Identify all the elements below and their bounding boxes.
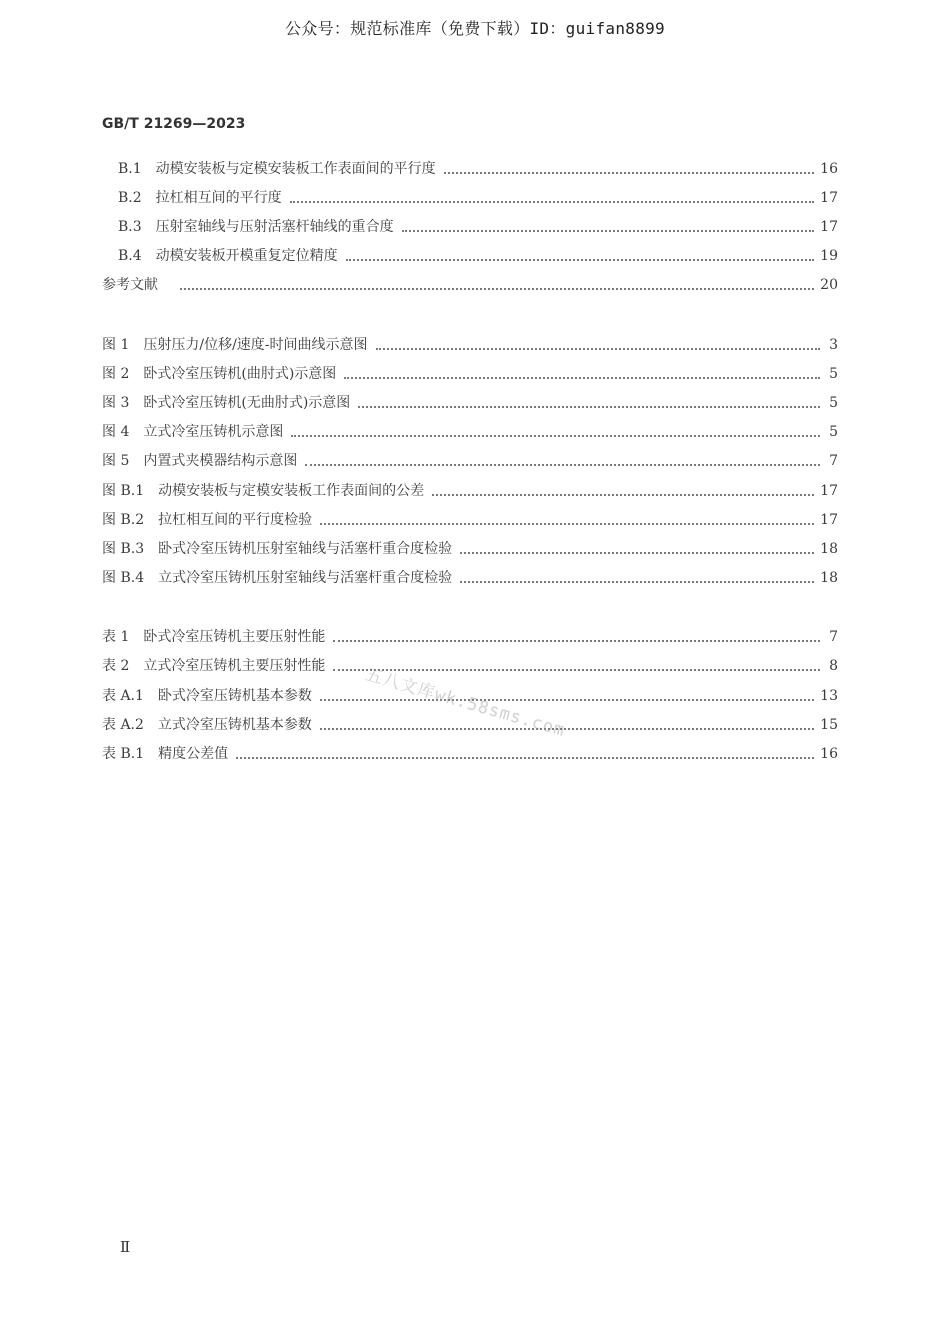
dot-leader [236, 757, 814, 759]
dot-leader [376, 348, 820, 350]
dot-leader [320, 699, 814, 701]
toc-entry[interactable] [118, 158, 838, 180]
toc-entry-title: 卧式冷室压铸机主要压射性能 [143, 629, 326, 645]
toc-entry-title: 压射室轴线与压射活塞杆轴线的重合度 [155, 219, 394, 235]
toc-entry-title: 卧式冷室压铸机压射室轴线与活塞杆重合度检验 [158, 541, 453, 557]
toc-entry-page: 7 [829, 629, 838, 645]
toc-entry-page: 17 [820, 219, 838, 235]
dot-leader [305, 464, 820, 466]
toc-entry-page: 5 [829, 395, 838, 411]
toc-figure-entry[interactable] [102, 392, 838, 414]
toc-entry-title: 立式冷室压铸机基本参数 [157, 717, 312, 733]
toc-entry-title: 动模安装板与定模安装板工作表面间的平行度 [155, 161, 436, 177]
toc-table-entry[interactable] [102, 714, 838, 736]
toc-entry-page: 13 [820, 688, 838, 704]
toc-entry-title: 压射压力/位移/速度-时间曲线示意图 [143, 337, 368, 353]
toc-entry-title: 卧式冷室压铸机(无曲肘式)示意图 [143, 395, 351, 411]
dot-leader [346, 259, 815, 261]
toc-figure-entry[interactable] [102, 363, 838, 385]
toc-figure-entry[interactable] [102, 480, 838, 502]
dot-leader [333, 640, 820, 642]
toc-entry-number: 图 B.1 [102, 483, 145, 499]
toc-entry-page: 5 [829, 366, 838, 382]
dot-leader [291, 435, 820, 437]
toc-entry-title: 拉杠相互间的平行度检验 [158, 512, 313, 528]
toc-entry-number: 图 5 [102, 453, 130, 469]
toc-entry-number: 表 B.1 [102, 746, 145, 762]
toc-entry-title: 立式冷室压铸机压射室轴线与活塞杆重合度检验 [158, 570, 453, 586]
toc-entry-page: 18 [820, 570, 838, 586]
dot-leader [402, 230, 815, 232]
toc-table-entry[interactable] [102, 743, 838, 765]
toc-entry[interactable] [118, 187, 838, 209]
toc-entry[interactable] [118, 216, 838, 238]
toc-entry-number: 图 B.2 [102, 512, 145, 528]
dot-leader [320, 523, 814, 525]
toc-entry-number: B.4 [118, 248, 142, 264]
toc-entry-page: 16 [820, 161, 838, 177]
toc-entry-page: 8 [829, 658, 838, 674]
toc-table-entry[interactable] [102, 626, 838, 648]
toc-entry-page: 15 [820, 717, 838, 733]
watermark: 五八文库wk.58sms.com [363, 664, 568, 742]
toc-figure-entry[interactable] [102, 450, 838, 472]
toc-entry-number: 图 4 [102, 424, 130, 440]
toc-entry-page: 20 [820, 277, 838, 293]
toc-entry-number: 表 2 [102, 658, 130, 674]
dot-leader [444, 172, 815, 174]
page-number: Ⅱ [120, 1238, 131, 1256]
toc-entry-title: 动模安装板开模重复定位精度 [155, 248, 338, 264]
toc-figure-entry[interactable] [102, 567, 838, 589]
toc-entry-number: 图 B.4 [102, 570, 145, 586]
toc-entry-references[interactable] [102, 274, 838, 296]
dot-leader [290, 201, 815, 203]
toc-entry-title: 拉杠相互间的平行度 [155, 190, 282, 206]
toc-entry-title: 立式冷室压铸机主要压射性能 [143, 658, 326, 674]
toc-entry-page: 16 [820, 746, 838, 762]
toc-entry-page: 3 [829, 337, 838, 353]
toc-table-entry[interactable] [102, 655, 838, 677]
toc-entry-number: 图 3 [102, 395, 130, 411]
toc-entry-page: 17 [820, 483, 838, 499]
toc-entry[interactable] [118, 245, 838, 267]
toc-entry-number: 图 1 [102, 337, 130, 353]
standard-code: GB/T 21269—2023 [102, 116, 246, 132]
toc-entry-number: 表 A.1 [102, 688, 144, 704]
toc-entry-page: 19 [820, 248, 838, 264]
toc-entry-number: 图 2 [102, 366, 130, 382]
dot-leader [344, 377, 820, 379]
toc-entry-number: 表 1 [102, 629, 130, 645]
toc-entry-title: 立式冷室压铸机示意图 [143, 424, 284, 440]
toc-entry-number: B.2 [118, 190, 142, 206]
toc-entry-page: 17 [820, 190, 838, 206]
toc-figure-entry[interactable] [102, 509, 838, 531]
toc-entry-page: 5 [829, 424, 838, 440]
toc-entry-title: 内置式夹模器结构示意图 [143, 453, 298, 469]
dot-leader [460, 552, 814, 554]
toc-entry-number: B.1 [118, 161, 142, 177]
toc-entry-title: 精度公差值 [158, 746, 229, 762]
dot-leader [320, 728, 814, 730]
toc-entry-number: B.3 [118, 219, 142, 235]
toc-entry-title: 卧式冷室压铸机(曲肘式)示意图 [143, 366, 337, 382]
toc-entry-number: 表 A.2 [102, 717, 144, 733]
toc-entry-title: 参考文献 [102, 277, 158, 293]
toc-entry-page: 18 [820, 541, 838, 557]
toc-figure-entry[interactable] [102, 334, 838, 356]
toc-entry-title: 卧式冷室压铸机基本参数 [157, 688, 312, 704]
dot-leader [460, 581, 814, 583]
toc-figure-entry[interactable] [102, 421, 838, 443]
dot-leader [180, 288, 814, 290]
toc-figure-entry[interactable] [102, 538, 838, 560]
toc-entry-page: 17 [820, 512, 838, 528]
toc-entry-title: 动模安装板与定模安装板工作表面间的公差 [158, 483, 425, 499]
source-banner: 公众号：规范标准库（免费下载）ID：guifan8899 [285, 19, 665, 38]
dot-leader [432, 494, 814, 496]
dot-leader [358, 406, 820, 408]
toc-entry-page: 7 [829, 453, 838, 469]
toc-entry-number: 图 B.3 [102, 541, 145, 557]
